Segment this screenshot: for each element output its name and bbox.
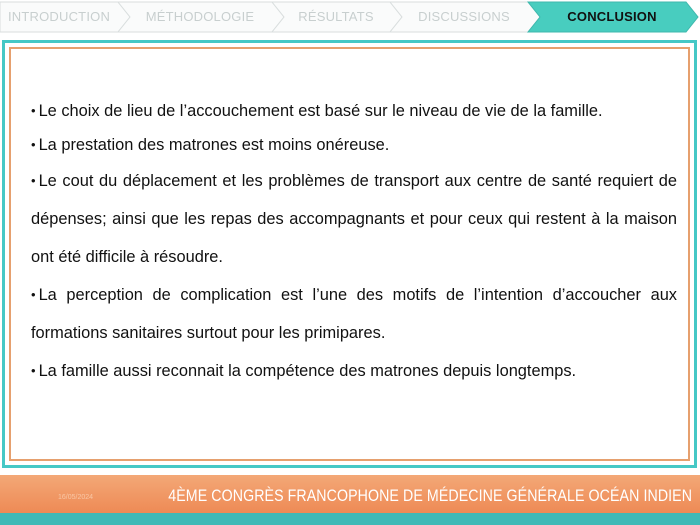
bullet-dot: • — [31, 363, 36, 378]
bullet-dot: • — [31, 137, 36, 152]
tab-discussions[interactable]: DISCUSSIONS — [418, 9, 510, 24]
footer-date: 16/05/2024 — [58, 494, 94, 501]
bullet-text: La famille aussi reconnait la compétence des matrones depuis longtemps. — [38, 362, 577, 380]
congress-title: 4ÈME CONGRÈS FRANCOPHONE DE MÉDECINE GÉNÉRALE OCÉAN INDIEN — [168, 487, 692, 505]
tab-introduction[interactable]: INTRODUCTION — [7, 9, 111, 24]
bullet-text: Le cout du déplacement et les problèmes de transport aux centre de santé requiert de dépenses; ainsi que les repas des accompagnants et pour ceux qui restent à la maison ont été difficile à résoudre. — [31, 172, 677, 266]
bullet-text: La perception de complication est l’une des motifs de l’intention d’accoucher aux formations sanitaires surtout pour les primipares. — [31, 286, 677, 342]
tab-conclusion[interactable]: CONCLUSION — [567, 9, 657, 24]
bullet-item — [31, 352, 677, 390]
section-navigation — [0, 0, 700, 34]
footer-accent-strip — [0, 513, 700, 525]
bullet-item — [31, 162, 677, 276]
tab-methodologie[interactable]: MÉTHODOLOGIE — [145, 9, 255, 24]
bullet-dot: • — [31, 103, 36, 118]
bullet-text: Le choix de lieu de l’accouchement est basé sur le niveau de vie de la famille. — [38, 102, 603, 120]
bullet-item — [31, 94, 677, 128]
bullet-text: La prestation des matrones est moins onéreuse. — [38, 136, 390, 154]
bullet-item — [31, 128, 677, 162]
bullet-dot: • — [31, 287, 36, 302]
conclusion-content — [31, 94, 677, 390]
tab-resultats[interactable]: RÉSULTATS — [298, 9, 374, 24]
bullet-item — [31, 276, 677, 352]
bullet-dot: • — [31, 173, 36, 188]
